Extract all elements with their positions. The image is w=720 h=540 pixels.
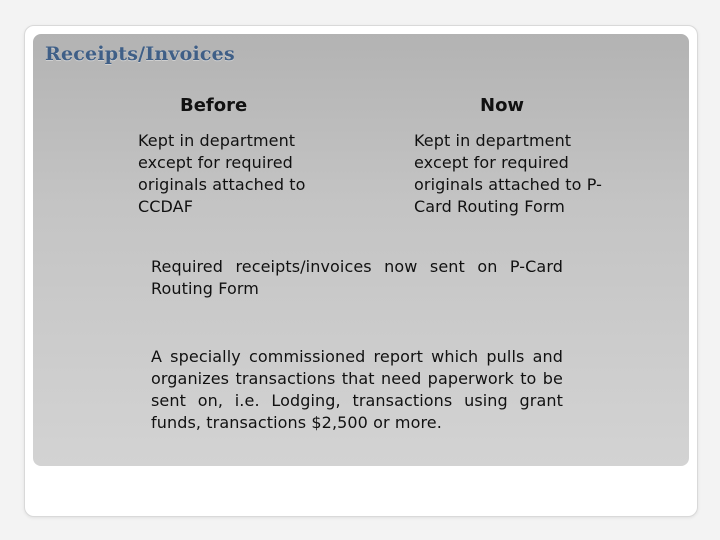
before-text: Kept in department except for required originals attached to CCDAF	[138, 131, 306, 216]
now-text: Kept in department except for required originals attached to P-Card Routing Form	[414, 131, 603, 216]
now-heading: Now	[480, 95, 525, 116]
slide-title: Receipts/Invoices	[45, 43, 235, 65]
routing-form-paragraph: Required receipts/invoices now sent on P-Card Routing Form	[151, 257, 563, 298]
report-paragraph: A specially commissioned report which pulls and organizes transactions that need paperwork to be sent on, i.e. Lodging, transactions using grant funds, transactions $2,500 or more.	[151, 347, 563, 432]
before-heading: Before	[180, 95, 248, 116]
